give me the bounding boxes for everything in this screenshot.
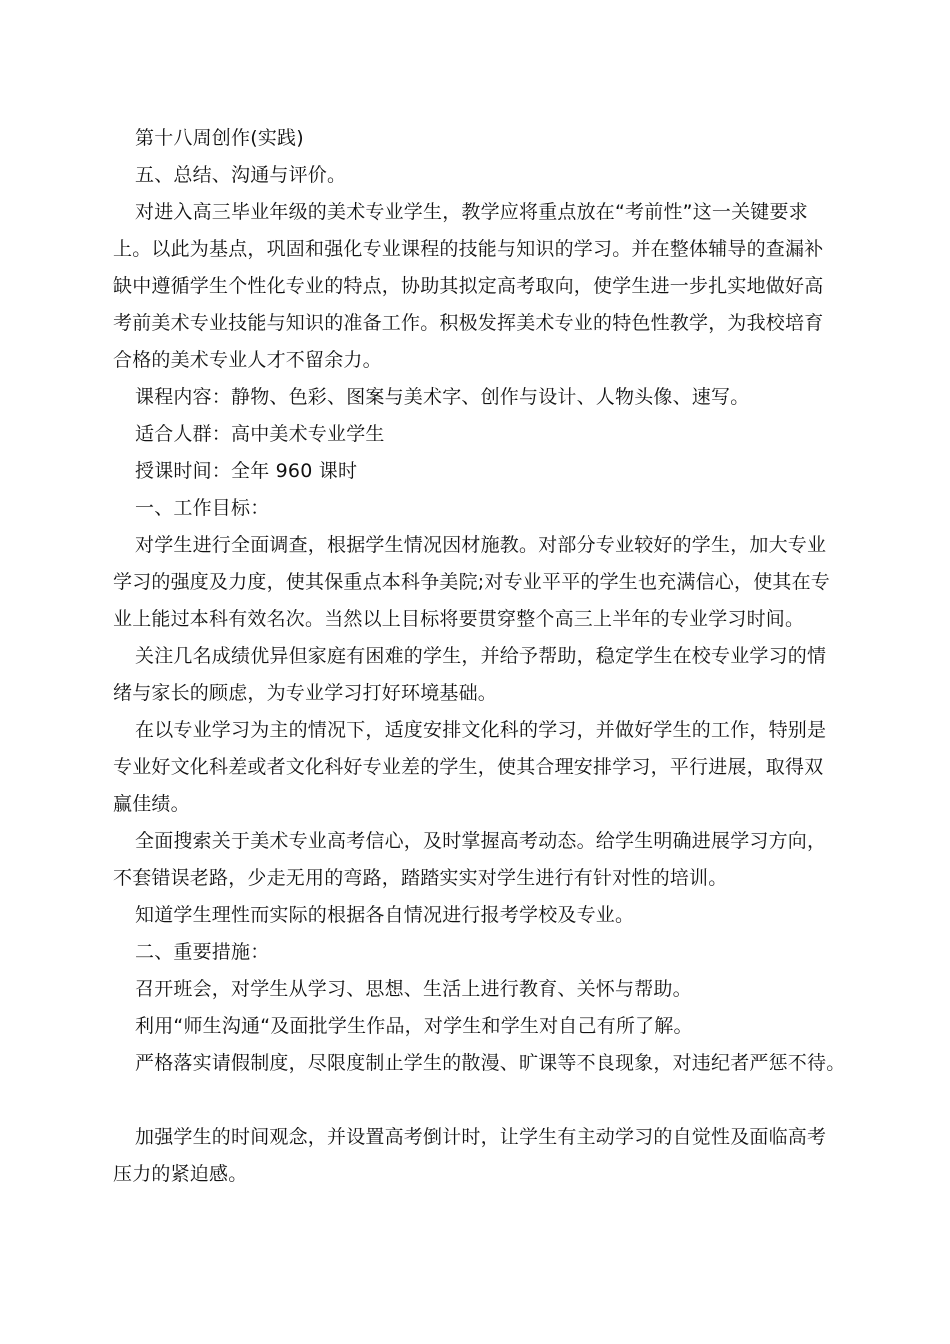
text-line: 二、重要措施： [135, 941, 270, 963]
text-line: 绪与家长的顾虑，为专业学习打好环境基础。 [113, 682, 498, 704]
text-line: 在以专业学习为主的情况下，适度安排文化科的学习，并做好学生的工作，特别是 [135, 719, 827, 741]
blank-line [113, 1082, 839, 1119]
text-line: 关注几名成绩优异但家庭有困难的学生，并给予帮助，稳定学生在校专业学习的情 [135, 645, 827, 667]
text-line: 授课时间：全年 960 课时 [135, 460, 358, 482]
text-line: 一、工作目标： [135, 497, 270, 519]
text-line: 课程内容：静物、色彩、图案与美术字、创作与设计、人物头像、速写。 [135, 386, 750, 408]
text-line: 适合人群：高中美术专业学生 [135, 423, 385, 445]
text-line: 对学生进行全面调查，根据学生情况因材施教。对部分专业较好的学生，加大专业 [135, 534, 827, 556]
text-line: 压力的紧迫感。 [113, 1163, 248, 1185]
text-line: 赢佳绩。 [113, 793, 190, 815]
text-line: 加强学生的时间观念，并设置高考倒计时，让学生有主动学习的自觉性及面临高考 [135, 1126, 827, 1148]
text-line: 严格落实请假制度，尽限度制止学生的散漫、旷课等不良现象，对违纪者严惩不待。 [135, 1052, 846, 1074]
text-line: 第十八周创作(实践) [135, 127, 304, 149]
text-line: 业上能过本科有效名次。当然以上目标将要贯穿整个高三上半年的专业学习时间。 [113, 608, 805, 630]
text-line: 上。以此为基点，巩固和强化专业课程的技能与知识的学习。并在整体辅导的查漏补 [113, 238, 824, 260]
text-line: 学习的强度及力度，使其保重点本科争美院;对专业平平的学生也充满信心，使其在专 [113, 571, 831, 593]
text-line: 全面搜索关于美术专业高考信心，及时掌握高考动态。给学生明确进展学习方向， [135, 830, 827, 852]
text-line: 对进入高三毕业年级的美术专业学生，教学应将重点放在“考前性”这一关键要求 [135, 201, 808, 223]
text-line: 召开班会，对学生从学习、思想、生活上进行教育、关怀与帮助。 [135, 978, 692, 1000]
text-line: 缺中遵循学生个性化专业的特点，协助其拟定高考取向，使学生进一步扎实地做好高 [113, 275, 824, 297]
text-line: 知道学生理性而实际的根据各自情况进行报考学校及专业。 [135, 904, 635, 926]
text-line: 不套错误老路，少走无用的弯路，踏踏实实对学生进行有针对性的培训。 [113, 867, 728, 889]
text-line: 专业好文化科差或者文化科好专业差的学生，使其合理安排学习，平行进展，取得双 [113, 756, 824, 778]
text-line: 利用“师生沟通“及面批学生作品，对学生和学生对自己有所了解。 [135, 1015, 693, 1037]
text-line: 五、总结、沟通与评价。 [135, 164, 347, 186]
text-line: 考前美术专业技能与知识的准备工作。积极发挥美术专业的特色性教学，为我校培育 [113, 312, 824, 334]
document-body [113, 120, 846, 1193]
text-line: 合格的美术专业人才不留余力。 [113, 349, 382, 371]
